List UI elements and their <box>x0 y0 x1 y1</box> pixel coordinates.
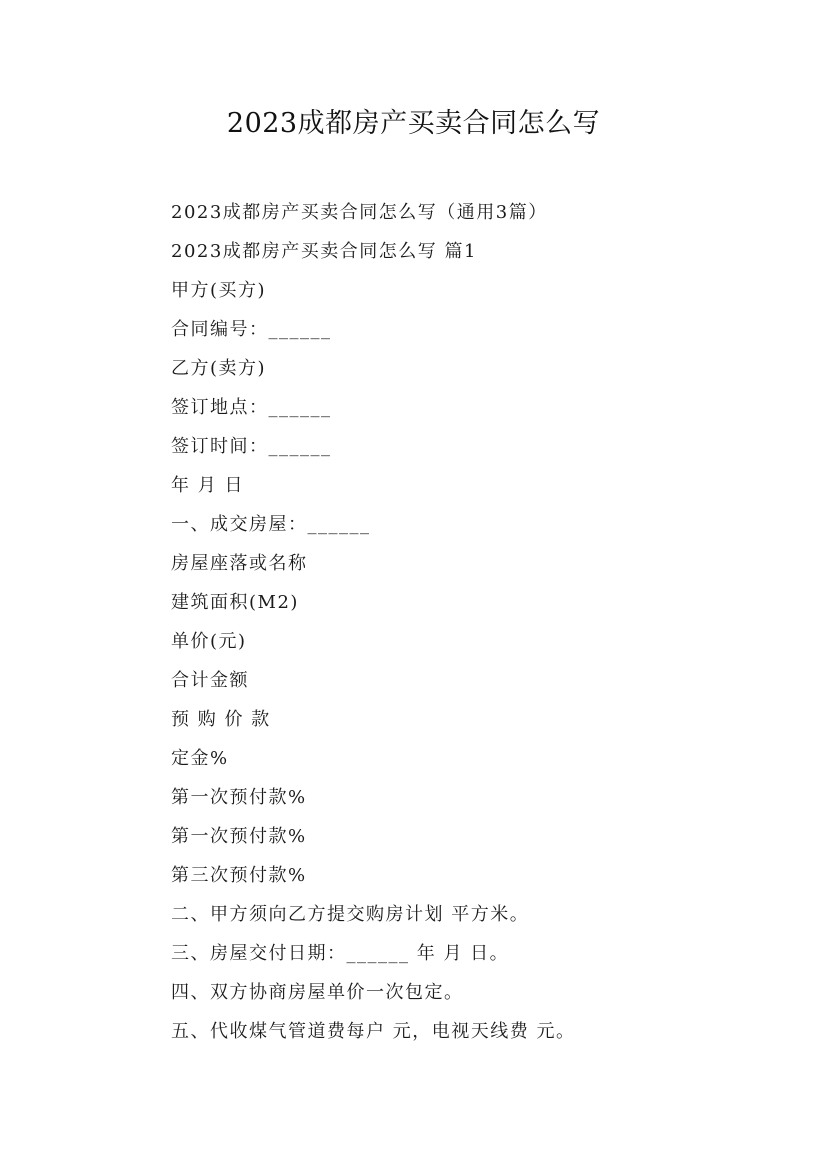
line-contract-number: 合同编号：______ <box>171 319 332 340</box>
document-body <box>171 193 771 1051</box>
line-deposit: 定金% <box>171 748 229 769</box>
line-clause-3: 三、房屋交付日期：______ 年 月 日。 <box>171 943 510 964</box>
line-clause-4: 四、双方协商房屋单价一次包定。 <box>171 982 464 1003</box>
line-section-heading: 2023成都房产买卖合同怎么写 篇1 <box>171 241 477 262</box>
line-house-location: 房屋座落或名称 <box>171 553 308 574</box>
line-clause-5: 五、代收煤气管道费每户 元，电视天线费 元。 <box>171 1021 576 1042</box>
line-date: 年 月 日 <box>171 475 244 496</box>
line-party-a: 甲方(买方) <box>171 280 267 301</box>
line-second-prepayment: 第一次预付款% <box>171 826 307 847</box>
line-party-b: 乙方(卖方) <box>171 358 267 379</box>
line-signing-place: 签订地点：______ <box>171 397 332 418</box>
line-signing-time: 签订时间：______ <box>171 436 332 457</box>
line-first-prepayment: 第一次预付款% <box>171 787 307 808</box>
line-total-amount: 合计金额 <box>171 670 249 691</box>
line-clause-1: 一、成交房屋：______ <box>171 514 371 535</box>
line-building-area: 建筑面积(M2) <box>171 592 299 613</box>
line-subtitle: 2023成都房产买卖合同怎么写（通用3篇） <box>171 202 548 223</box>
document-title: 2023成都房产买卖合同怎么写 <box>226 108 601 139</box>
line-third-prepayment: 第三次预付款% <box>171 865 307 886</box>
line-clause-2: 二、甲方须向乙方提交购房计划 平方米。 <box>171 904 530 925</box>
line-prepayment: 预 购 价 款 <box>171 709 271 730</box>
line-unit-price: 单价(元) <box>171 631 247 652</box>
